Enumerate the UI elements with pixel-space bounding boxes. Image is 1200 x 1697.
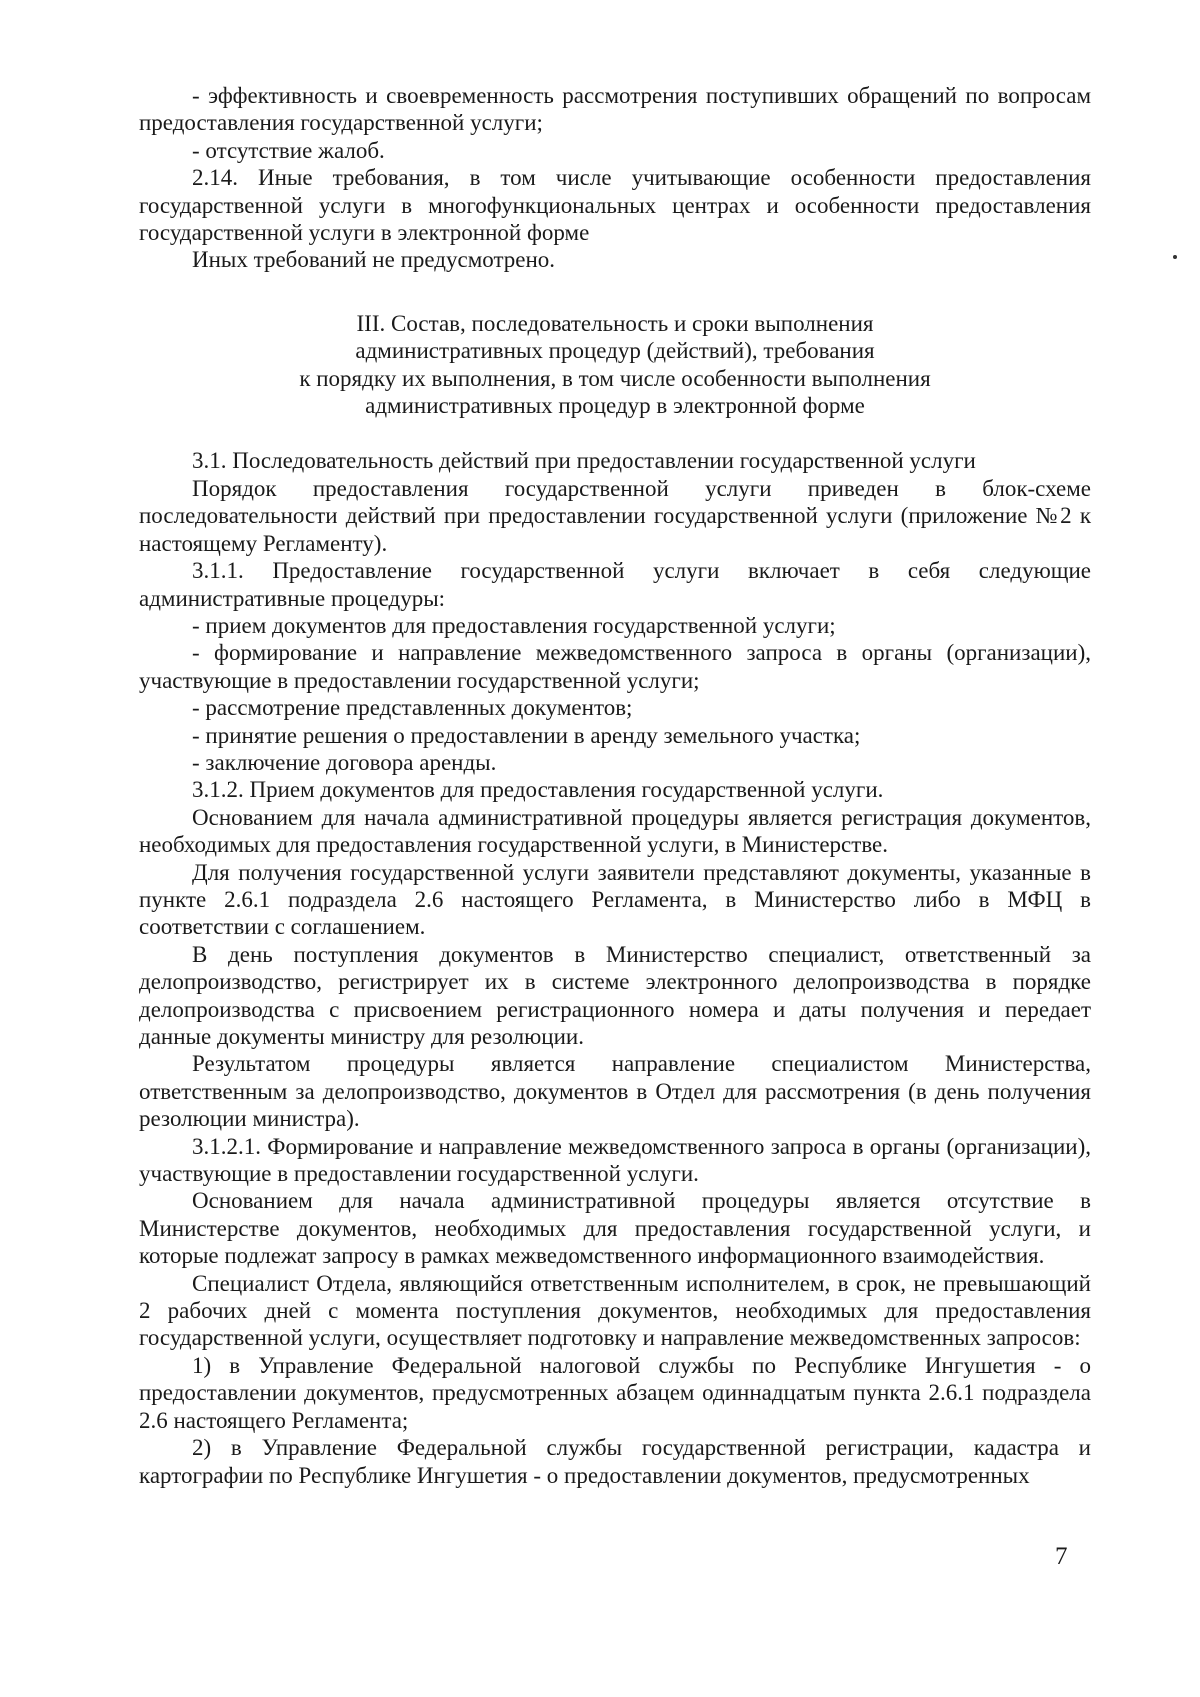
paragraph: - отсутствие жалоб.: [192, 137, 385, 163]
list-item: 2) в Управление Федеральной службы государственной регистрации, кадастра и картографии по Республике Ингушетия - о предоставлении документов, предусмотренных: [139, 1435, 1091, 1488]
section-heading-line: III. Состав, последовательность и сроки выполнения: [356, 310, 874, 336]
paragraph: Порядок предоставления государственной услуги приведен в блок-схеме последовательности действий при предоставлении государственной услуги (приложение №2 к настоящему Регламенту).: [139, 475, 1091, 556]
list-item: - прием документов для предоставления государственной услуги;: [192, 612, 836, 638]
page-number: 7: [1055, 1543, 1068, 1570]
section-heading: [139, 310, 1091, 420]
list-item: - формирование и направление межведомственного запроса в органы (организации), участвующие в предоставлении государственной услуги;: [139, 640, 1091, 693]
paragraph: Иных требований не предусмотрено.: [192, 247, 556, 273]
paragraph: Основанием для начала административной процедуры является регистрация документов, необходимых для предоставления государственной услуги, в Министерстве.: [139, 804, 1091, 858]
paragraph: 3.1.2. Прием документов для предоставления государственной услуги.: [192, 777, 884, 803]
scan-speck: [1173, 255, 1177, 259]
paragraph: 3.1.2.1. Формирование и направление межведомственного запроса в органы (организации), участвующие в предоставлении государственной услуги.: [139, 1133, 1091, 1187]
paragraph: 2.14. Иные требования, в том числе учитывающие особенности предоставления государственной услуги в многофункциональных центрах и особенности предоставления государственной услуги в электронной форме: [139, 165, 1091, 246]
list-item: - заключение договора аренды.: [192, 749, 497, 775]
list-item: - рассмотрение представленных документов;: [192, 695, 633, 721]
paragraph: В день поступления документов в Министерство специалист, ответственный за делопроизводство, регистрирует их в системе электронного делопроизводства в порядке делопроизводства с присвоением регистрационного номера и даты получения и передает данные документы министру для резолюции.: [139, 941, 1091, 1049]
section-heading-line: к порядку их выполнения, в том числе особенности выполнения: [299, 365, 931, 391]
section-heading-line: административных процедур (действий), требования: [355, 338, 875, 364]
paragraph: Для получения государственной услуги заявители представляют документы, указанные в пункте 2.6.1 подраздела 2.6 настоящего Регламента, в Министерство либо в МФЦ в соответствии с соглашением.: [139, 859, 1091, 940]
paragraph: 3.1.1. Предоставление государственной услуги включает в себя следующие административные процедуры:: [139, 558, 1091, 611]
paragraph: Специалист Отдела, являющийся ответственным исполнителем, в срок, не превышающий 2 рабочих дней с момента поступления документов, необходимых для предоставления государственной услуги, осуществляет подготовку и направление межведомственных запросов:: [139, 1270, 1091, 1351]
section-heading-line: административных процедур в электронной форме: [365, 393, 865, 419]
list-item: 1) в Управление Федеральной налоговой службы по Республике Ингушетия - о предоставлении документов, предусмотренных абзацем одиннадцатым пункта 2.6.1 подраздела 2.6 настоящего Регламента;: [139, 1352, 1091, 1433]
list-item: - принятие решения о предоставлении в аренду земельного участка;: [192, 722, 861, 748]
document-body: [139, 82, 1091, 1489]
paragraph: 3.1. Последовательность действий при предоставлении государственной услуги: [192, 448, 976, 474]
paragraph: Результатом процедуры является направление специалистом Министерства, ответственным за делопроизводство, документов в Отдел для рассмотрения (в день получения резолюции министра).: [139, 1051, 1091, 1132]
paragraph: - эффективность и своевременность рассмотрения поступивших обращений по вопросам предоставления государственной услуги;: [139, 83, 1091, 136]
paragraph: Основанием для начала административной процедуры является отсутствие в Министерстве документов, необходимых для предоставления государственной услуги, и которые подлежат запросу в рамках межведомственного информационного взаимодействия.: [139, 1188, 1091, 1269]
